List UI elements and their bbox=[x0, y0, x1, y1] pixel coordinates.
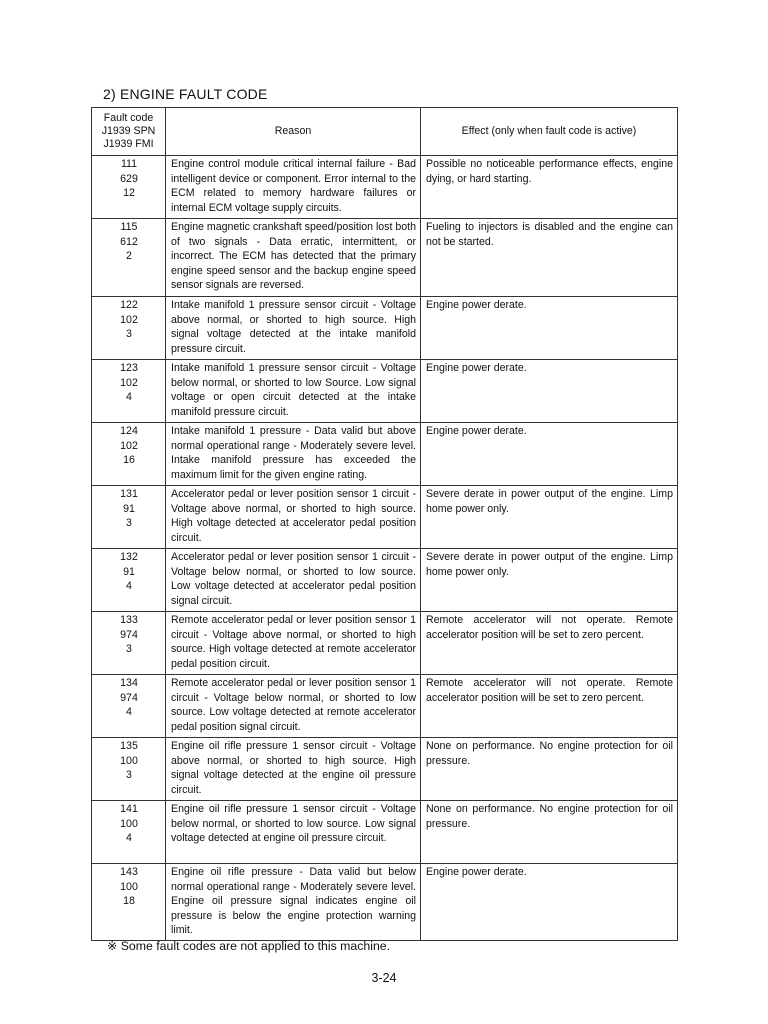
fault-code-cell: 131 91 3 bbox=[92, 486, 166, 549]
table-row bbox=[92, 423, 678, 486]
effect-cell: Remote accelerator will not operate. Remote accelerator position will be set to zero percent. bbox=[421, 612, 678, 675]
reason-cell: Intake manifold 1 pressure - Data valid but above normal operational range - Moderately severe level. Intake manifold pressure has exceeded the maximum limit for the given engine rating. bbox=[166, 423, 421, 486]
effect-cell: Remote accelerator will not operate. Remote accelerator position will be set to zero percent. bbox=[421, 675, 678, 738]
table-row bbox=[92, 801, 678, 864]
reason-cell: Engine control module critical internal failure - Bad intelligent device or component. Error internal to the ECM related to memory hardware failures or internal ECM voltage supply circuits. bbox=[166, 156, 421, 219]
effect-cell: Severe derate in power output of the engine. Limp home power only. bbox=[421, 486, 678, 549]
header-fault-code: Fault code J1939 SPN J1939 FMI bbox=[92, 108, 166, 156]
reason-cell: Intake manifold 1 pressure sensor circuit - Voltage above normal, or shorted to high source. High signal voltage detected at the intake manifold pressure circuit. bbox=[166, 297, 421, 360]
table-row bbox=[92, 549, 678, 612]
fault-code-cell: 115 612 2 bbox=[92, 219, 166, 297]
effect-cell: Engine power derate. bbox=[421, 423, 678, 486]
fault-code-cell: 135 100 3 bbox=[92, 738, 166, 801]
table-header-row bbox=[92, 108, 678, 156]
effect-cell: Engine power derate. bbox=[421, 297, 678, 360]
table-row bbox=[92, 360, 678, 423]
effect-cell: None on performance. No engine protection for oil pressure. bbox=[421, 801, 678, 864]
fault-code-cell: 123 102 4 bbox=[92, 360, 166, 423]
footnote: ※ Some fault codes are not applied to this machine. bbox=[107, 939, 391, 953]
effect-cell: Engine power derate. bbox=[421, 360, 678, 423]
table-row bbox=[92, 486, 678, 549]
fault-code-cell: 111 629 12 bbox=[92, 156, 166, 219]
table-row bbox=[92, 675, 678, 738]
reason-cell: Remote accelerator pedal or lever position sensor 1 circuit - Voltage above normal, or shorted to high source. High voltage detected at remote accelerator pedal position circuit. bbox=[166, 612, 421, 675]
fault-code-cell: 133 974 3 bbox=[92, 612, 166, 675]
reason-cell: Engine oil rifle pressure 1 sensor circuit - Voltage above normal, or shorted to high source. High signal voltage detected at the engine oil pressure circuit. bbox=[166, 738, 421, 801]
effect-cell: Possible no noticeable performance effects, engine dying, or hard starting. bbox=[421, 156, 678, 219]
reason-cell: Engine magnetic crankshaft speed/position lost both of two signals - Data erratic, intermittent, or incorrect. The ECM has detected that the primary engine speed sensor and the backup engine speed sensor signals are reversed. bbox=[166, 219, 421, 297]
fault-code-cell: 134 974 4 bbox=[92, 675, 166, 738]
table-row bbox=[92, 156, 678, 219]
fault-code-cell: 141 100 4 bbox=[92, 801, 166, 864]
reason-cell: Remote accelerator pedal or lever position sensor 1 circuit - Voltage below normal, or shorted to low source. Low voltage detected at remote accelerator pedal position signal circuit. bbox=[166, 675, 421, 738]
section-title: 2) ENGINE FAULT CODE bbox=[103, 86, 268, 102]
header-effect: Effect (only when fault code is active) bbox=[421, 108, 678, 156]
fault-code-table bbox=[91, 107, 678, 941]
fault-code-cell: 143 100 18 bbox=[92, 864, 166, 941]
page-number: 3-24 bbox=[371, 971, 397, 985]
effect-cell: Severe derate in power output of the engine. Limp home power only. bbox=[421, 549, 678, 612]
header-reason: Reason bbox=[166, 108, 421, 156]
effect-cell: Fueling to injectors is disabled and the engine can not be started. bbox=[421, 219, 678, 297]
table-row bbox=[92, 864, 678, 941]
fault-code-cell: 122 102 3 bbox=[92, 297, 166, 360]
reason-cell: Engine oil rifle pressure 1 sensor circuit - Voltage below normal, or shorted to low source. Low signal voltage detected at engine oil pressure circuit. bbox=[166, 801, 421, 864]
table-row bbox=[92, 219, 678, 297]
fault-code-cell: 124 102 16 bbox=[92, 423, 166, 486]
table-row bbox=[92, 738, 678, 801]
effect-cell: Engine power derate. bbox=[421, 864, 678, 941]
table-row bbox=[92, 297, 678, 360]
table-row bbox=[92, 612, 678, 675]
reason-cell: Accelerator pedal or lever position sensor 1 circuit - Voltage above normal, or shorted to high source. High voltage detected at accelerator pedal position circuit. bbox=[166, 486, 421, 549]
effect-cell: None on performance. No engine protection for oil pressure. bbox=[421, 738, 678, 801]
reason-cell: Engine oil rifle pressure - Data valid but below normal operational range - Moderately severe level. Engine oil pressure signal indicates engine oil pressure is below the engine protection warning limit. bbox=[166, 864, 421, 941]
fault-code-cell: 132 91 4 bbox=[92, 549, 166, 612]
reason-cell: Intake manifold 1 pressure sensor circuit - Voltage below normal, or shorted to low Source. Low signal voltage or open circuit detected at the intake manifold pressure circuit. bbox=[166, 360, 421, 423]
reason-cell: Accelerator pedal or lever position sensor 1 circuit - Voltage below normal, or shorted to low source. Low voltage detected at accelerator pedal position signal circuit. bbox=[166, 549, 421, 612]
